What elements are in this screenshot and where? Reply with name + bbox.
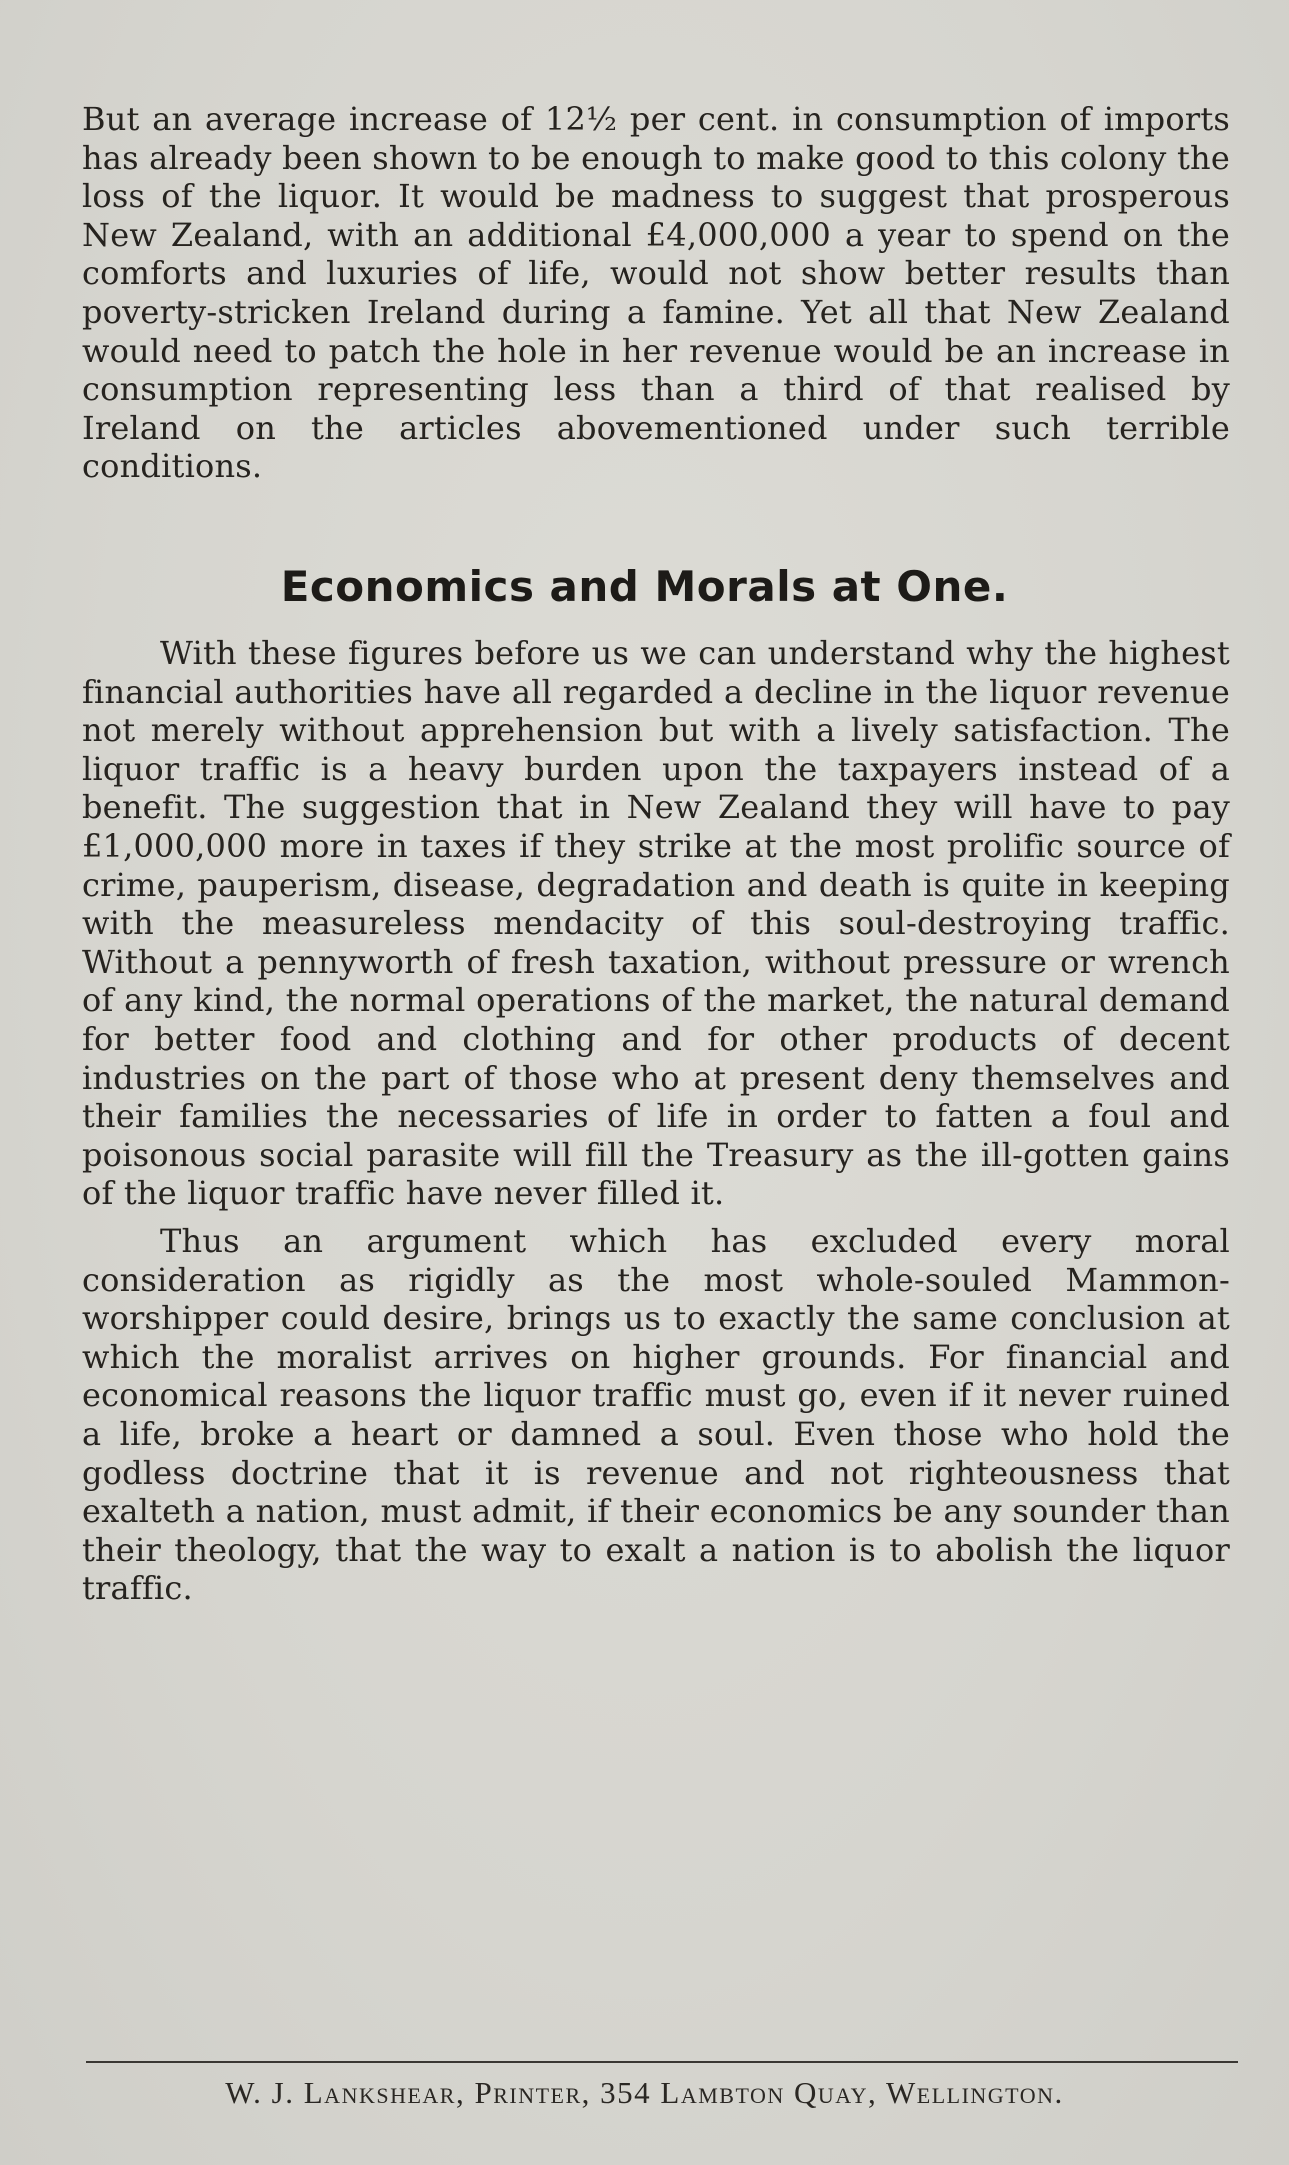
section-heading: Economics and Morals at One. [280,562,1009,611]
paragraph-moral-conclusion: Thus an argument which has excluded every moral consideration as rigidly as the most whole-souled Mammon-worshipper could desire, brings us to exactly the same conclusion at which the moralist arrives on higher grounds. For financial and economical reasons the liquor traffic must go, even if it never ruined a life, broke a heart or damned a soul. Even those who hold the godless doctrine that it is revenue and not righteousness that exalteth a nation, must admit, if their economics be any sounder than their theology, that the way to exalt a nation is to abolish the liquor traffic. [82,1222,1230,1608]
printer-imprint: W. J. Lankshear, Printer, 354 Lambton Quay, Wellington. [225,2075,1064,2110]
paragraph-revenue-consumption: But an average increase of 12½ per cent. in consumption of imports has already been shown to be enough to make good to this colony the loss of the liquor. It would be madness to suggest that prosperous New Zealand, with an additional £4,000,000 a year to spend on the comforts and luxuries of life, would not show better results than poverty-stricken Ireland during a famine. Yet all that New Zealand would need to patch the hole in her revenue would be an increase in consumption representing less than a third of that realised by Ireland on the articles abovementioned under such terrible conditions. [82,100,1230,486]
footer-divider [86,2061,1238,2063]
paragraph-financial-authorities: With these figures before us we can understand why the highest financial authorities have all regarded a decline in the liquor revenue not merely without apprehension but with a lively satisfaction. The liquor traffic is a heavy burden upon the taxpayers instead of a benefit. The suggestion that in New Zealand they will have to pay £1,000,000 more in taxes if they strike at the most prolific source of crime, pauperism, disease, degradation and death is quite in keeping with the measureless mendacity of this soul-destroying traffic. Without a pennyworth of fresh taxation, without pressure or wrench of any kind, the normal operations of the market, the natural demand for better food and clothing and for other products of decent industries on the part of those who at present deny themselves and their families the necessaries of life in order to fatten a foul and poisonous social parasite will fill the Treasury as the ill-gotten gains of the liquor traffic have never filled it. [82,634,1230,1213]
